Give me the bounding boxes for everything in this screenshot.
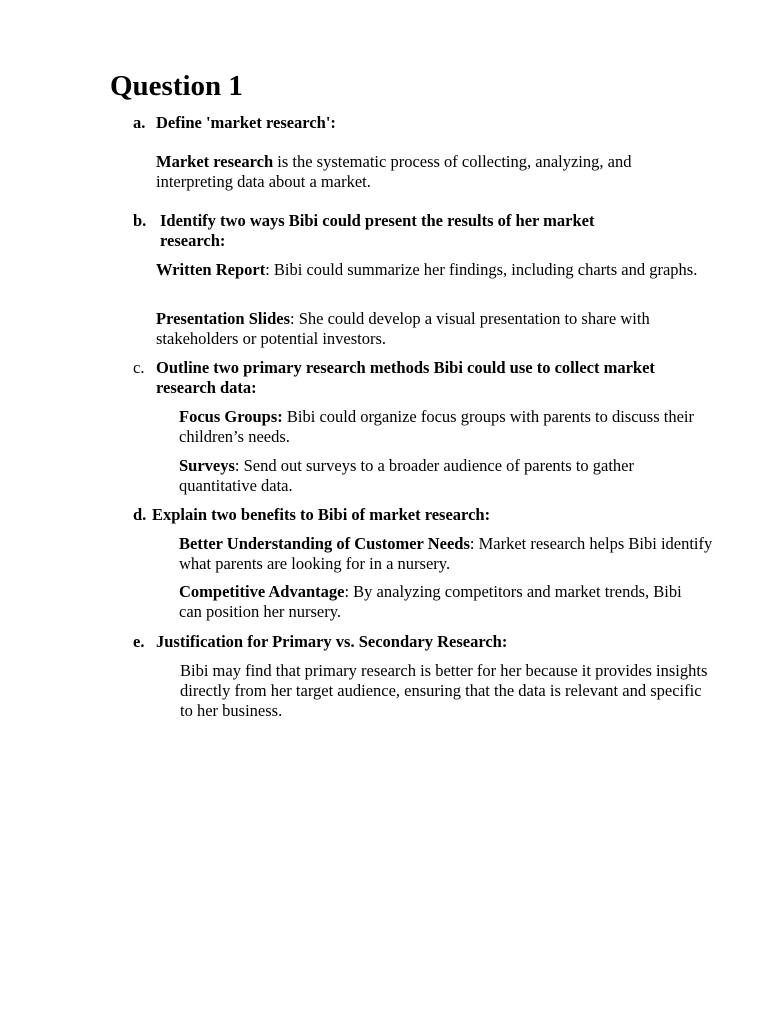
answer-text: is the systematic process of collecting, analyzing, and interpreting data about a market.: [156, 152, 632, 191]
answer-text: : She could develop a visual presentation to share with stakeholders or potential investors.: [156, 309, 650, 348]
section-a-question: Define 'market research':: [156, 113, 336, 132]
section-d-question: Explain two benefits to Bibi of market research:: [152, 505, 491, 524]
section-e-question: Justification for Primary vs. Secondary Research:: [156, 632, 508, 651]
document-title: Question 1: [110, 70, 243, 102]
section-b-answer-1: [156, 260, 701, 280]
answer-text: Bibi could organize focus groups with parents to discuss their children’s needs.: [179, 407, 694, 446]
answer-text: : Market research helps Bibi identify what parents are looking for in a nursery.: [179, 534, 713, 573]
answer-text: : By analyzing competitors and market trends, Bibi can position her nursery.: [179, 582, 682, 621]
section-d-answer-2: [179, 582, 704, 622]
section-d-answer-1: [179, 534, 719, 574]
section-d-letter: d.: [133, 505, 147, 524]
section-b-answer-2: [156, 309, 711, 349]
section-b-letter: b.: [133, 211, 147, 230]
answer-term: Competitive Advantage: [179, 582, 345, 601]
answer-term: Written Report: [156, 260, 266, 279]
answer-term: Market research: [156, 152, 274, 171]
section-e-letter: e.: [133, 632, 145, 651]
answer-text: Bibi may find that primary research is better for her because it provides insights directly from her target audience, ensuring that the data is relevant and specific to her business.: [180, 661, 708, 720]
section-b-question: Identify two ways Bibi could present the results of her market research:: [160, 211, 595, 250]
section-c-answer-1: [179, 407, 719, 447]
section-e-answer-1: [180, 661, 710, 721]
answer-term: Focus Groups:: [179, 407, 283, 426]
section-c-answer-2: [179, 456, 689, 496]
section-c-question: Outline two primary research methods Bibi could use to collect market research data:: [156, 358, 655, 397]
answer-text: : Bibi could summarize her findings, including charts and graphs.: [265, 260, 698, 279]
answer-term: Better Understanding of Customer Needs: [179, 534, 470, 553]
answer-term: Presentation Slides: [156, 309, 290, 328]
answer-text: : Send out surveys to a broader audience of parents to gather quantitative data.: [179, 456, 634, 495]
answer-term: Surveys: [179, 456, 235, 475]
section-a-answer-1: [156, 152, 696, 192]
section-a-letter: a.: [133, 113, 146, 132]
section-c-letter: c.: [133, 358, 145, 377]
